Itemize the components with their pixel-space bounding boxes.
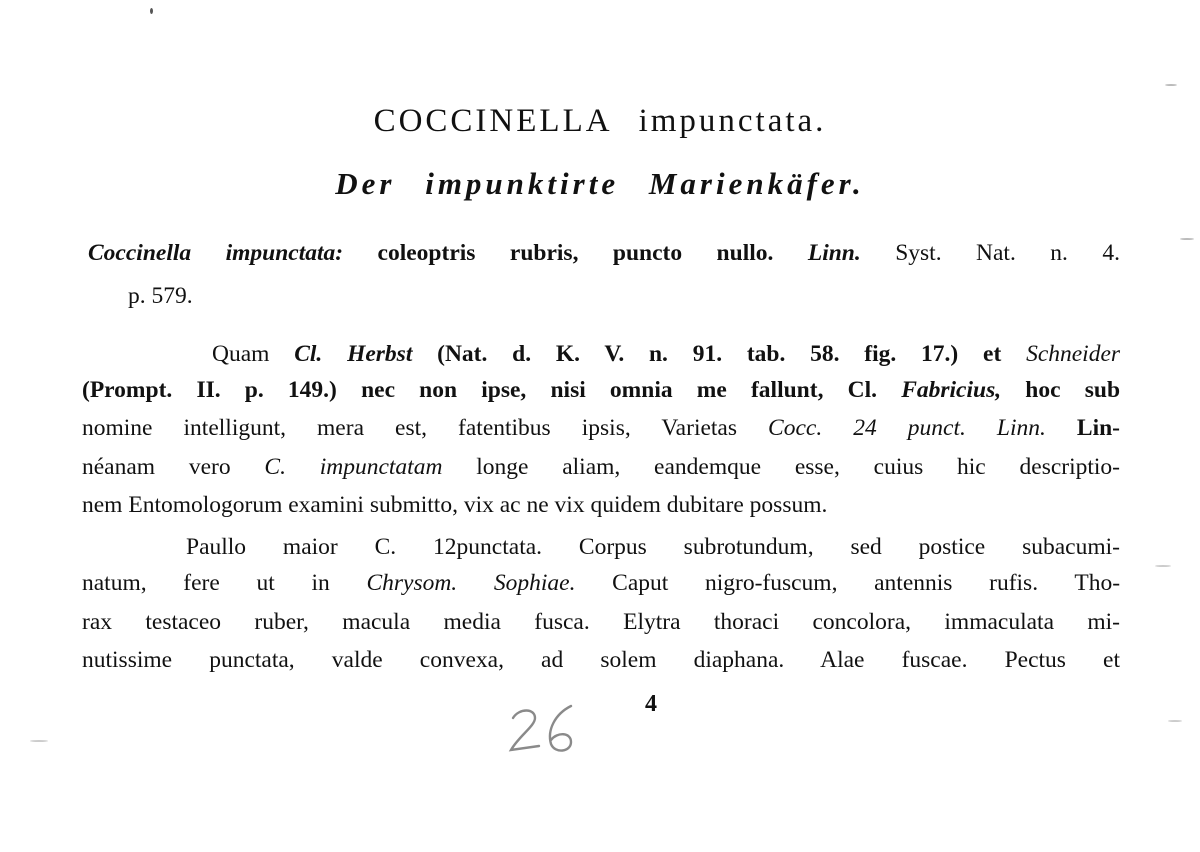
scan-speck xyxy=(1168,720,1182,722)
para1-l2-a: (Prompt. II. p. 149.) nec non ipse, nisi omnia me fallunt, Cl. xyxy=(82,377,878,403)
scan-speck xyxy=(1165,84,1177,86)
page-number: 4 xyxy=(645,691,657,717)
page-title xyxy=(0,103,1200,140)
citation-diagnosis: coleoptris rubris, puncto nullo. xyxy=(377,240,774,266)
para1-l4-a: néanam vero xyxy=(82,454,231,480)
citation-species-name: Coccinella impunctata: xyxy=(88,240,344,266)
citation-reference: Syst. Nat. n. 4. xyxy=(895,240,1120,266)
para2-l3: rax testaceo ruber, macula media fusca. Elytra thoraci concolora, immaculata mi- xyxy=(82,609,1120,635)
scan-speck xyxy=(30,740,48,742)
para2-l1: Paullo maior C. 12punctata. Corpus subrotundum, sed postice subacumi- xyxy=(186,534,1120,560)
para1-l1-c: (Nat. d. K. V. n. 91. tab. 58. fig. 17.) et xyxy=(437,341,1002,367)
para1-l1-d: Schneider xyxy=(1026,341,1121,367)
citation-line-1 xyxy=(88,238,1120,268)
scan-speck xyxy=(150,8,153,14)
para2-line-1 xyxy=(186,532,1120,562)
para2-l2-a: natum, fere ut in xyxy=(82,570,330,596)
subtitle-word-1: Der xyxy=(335,166,396,201)
citation-line-2 xyxy=(128,281,328,311)
para1-line-4 xyxy=(82,452,1120,482)
para1-l2-b: Fabricius, xyxy=(901,377,1002,403)
para2-l2-b: Chrysom. Sophiae. xyxy=(366,570,576,596)
subtitle-word-3: Marienkäfer. xyxy=(648,166,865,201)
para1-l2-c: hoc sub xyxy=(1025,377,1121,403)
citation-page: p. 579. xyxy=(128,283,193,309)
para1-line-1 xyxy=(212,339,1120,369)
para1-l4-c: longe aliam, eandemque esse, cuius hic descriptio- xyxy=(476,454,1121,480)
page-subtitle xyxy=(0,166,1200,202)
citation-author: Linn. xyxy=(807,240,861,266)
para1-l4-b: C. impunctatam xyxy=(264,454,443,480)
para2-line-3 xyxy=(82,607,1120,637)
para1-l3-a: nomine intelligunt, mera est, fatentibus ipsis, Varietas xyxy=(82,415,738,441)
para1-l3-c: Lin- xyxy=(1076,415,1120,441)
para2-l2-c: Caput nigro-fuscum, antennis rufis. Tho- xyxy=(612,570,1121,596)
para1-l5: nem Entomologorum examini submitto, vix ac ne vix quidem dubitare possum. xyxy=(82,492,828,518)
scan-speck xyxy=(1155,565,1171,567)
handwritten-note-26 xyxy=(505,700,595,760)
title-species: impunctata. xyxy=(638,103,827,139)
para2-line-2 xyxy=(82,568,1120,598)
para1-line-2 xyxy=(82,375,1120,405)
para1-line-3 xyxy=(82,413,1120,443)
para1-l3-b: Cocc. 24 punct. Linn. xyxy=(768,415,1046,441)
para2-line-4 xyxy=(82,645,1120,675)
para1-line-5 xyxy=(82,490,1120,520)
scan-speck xyxy=(1180,238,1194,240)
title-genus: COCCINELLA xyxy=(373,103,613,139)
para1-l1-b: Cl. Herbst xyxy=(294,341,413,367)
para1-l1-a: Quam xyxy=(212,341,270,367)
subtitle-word-2: impunktirte xyxy=(425,166,620,201)
para2-l4: nutissime punctata, valde convexa, ad solem diaphana. Alae fuscae. Pectus et xyxy=(82,647,1120,673)
